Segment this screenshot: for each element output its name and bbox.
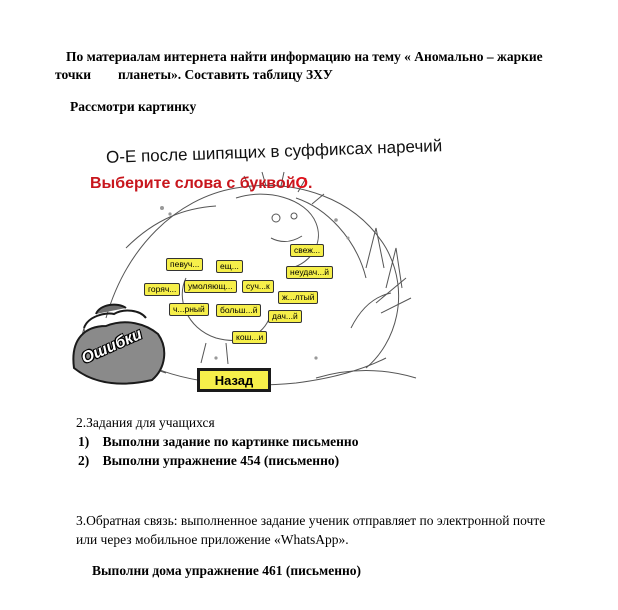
- back-button[interactable]: Назад: [197, 368, 271, 392]
- word-chip[interactable]: неудач...й: [286, 266, 333, 279]
- tasks-heading: 2.Задания для учащихся: [76, 415, 215, 430]
- figure-title: О-Е после шипящих в суффиксах наречий: [105, 136, 443, 167]
- intro-line-2b: планеты». Составить таблицу ЗХУ: [118, 67, 333, 82]
- word-chip[interactable]: больш...й: [216, 304, 261, 317]
- intro-line-2a: точки: [55, 67, 92, 82]
- word-chip[interactable]: ч...рный: [169, 303, 209, 316]
- figure-instruction-end: .: [308, 175, 313, 192]
- task-number: 2): [78, 453, 90, 468]
- task-text: Выполни упражнение 454 (письменно): [102, 453, 340, 468]
- word-chip[interactable]: суч...к: [242, 280, 274, 293]
- task-item-1: [78, 433, 358, 451]
- task-item-2: [78, 452, 339, 470]
- figure-instruction-letter: О: [295, 175, 308, 192]
- word-chip[interactable]: горяч...: [144, 283, 180, 296]
- word-chip[interactable]: умоляющ...: [184, 280, 237, 293]
- errors-button[interactable]: Ошибки: [79, 325, 145, 368]
- feedback-line-1: 3.Обратная связь: выполненное задание ученик отправляет по электронной почте: [76, 513, 546, 528]
- figure-instruction-text: Выберите слова с буквой: [90, 175, 296, 192]
- task-number: 1): [78, 434, 90, 449]
- word-chip[interactable]: дач...й: [268, 310, 302, 323]
- word-chip[interactable]: ещ...: [216, 260, 243, 273]
- task-text: Выполни задание по картинке письменно: [102, 434, 359, 449]
- intro-line-1: По материалам интернета найти информацию на тему « Аномально – жаркие: [66, 49, 543, 64]
- word-chip[interactable]: кош...и: [232, 331, 267, 344]
- homework: Выполни дома упражнение 461 (письменно): [92, 563, 362, 578]
- word-chip[interactable]: ж...лтый: [278, 291, 318, 304]
- exercise-figure: [66, 128, 443, 398]
- feedback-line-2: или через мобильное приложение «WhatsApp».: [76, 532, 349, 547]
- figure-instruction: [90, 175, 312, 193]
- word-chip[interactable]: свеж...: [290, 244, 324, 257]
- sketch-background: [66, 128, 426, 398]
- look-at-picture-heading: Рассмотри картинку: [70, 99, 197, 114]
- word-chip[interactable]: певуч...: [166, 258, 203, 271]
